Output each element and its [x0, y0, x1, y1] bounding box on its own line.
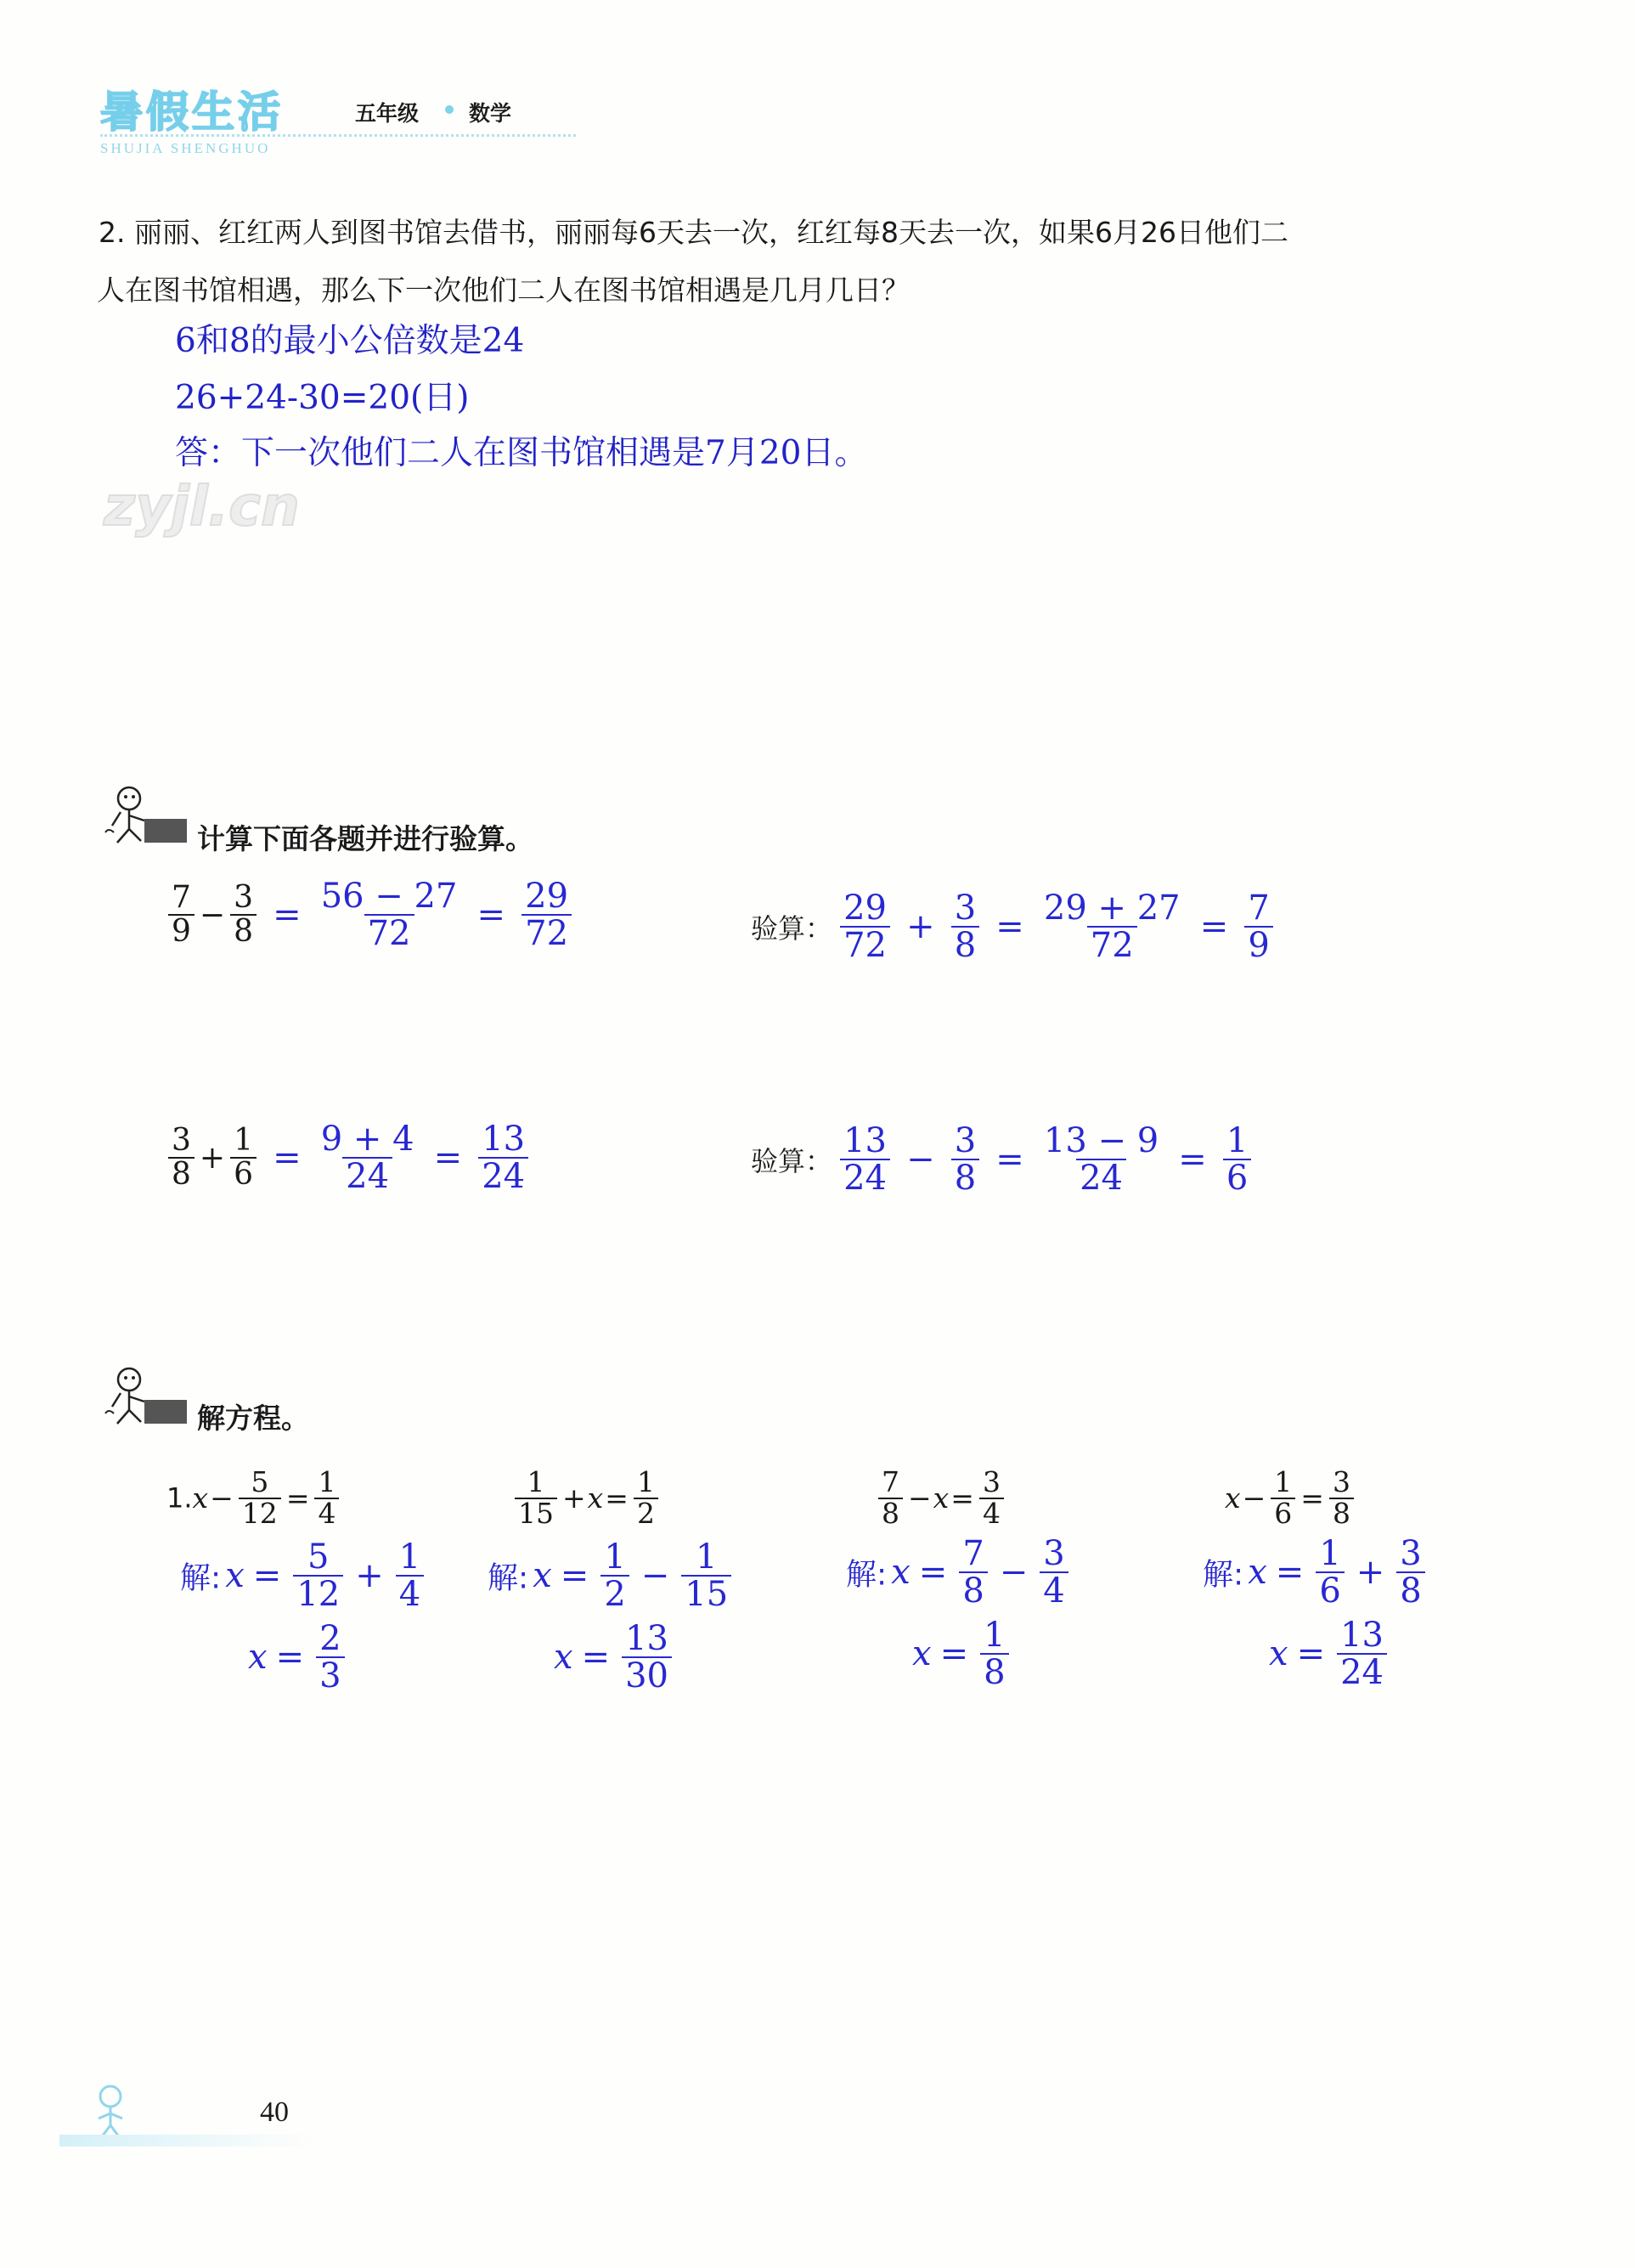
- check-2: 验算： $\frac{13}{24}$ − $\frac{3}{8}$ = $\frac{13 - 9}{24}$ = $\frac{1}{6}$: [751, 1123, 1254, 1196]
- equation-4-question: x− $\frac{1}{6}$ = $\frac{3}{8}$: [1225, 1468, 1357, 1528]
- fraction: $\frac{9 + 4}{24}$: [320, 1120, 414, 1196]
- page-number: 40: [260, 2096, 289, 2128]
- equation-2-solution: 解: x = $\frac{1}{2}$ − $\frac{1}{15}$: [488, 1539, 735, 1612]
- fraction: $\frac{7}{9}$: [1244, 890, 1272, 963]
- fraction: $\frac{29 + 27}{72}$: [1043, 889, 1181, 965]
- equation-1-question: 1.x− $\frac{5}{12}$ = $\frac{1}{4}$: [166, 1468, 342, 1528]
- problem-line-2: 人在图书馆相遇，那么下一次他们二人在图书馆相遇是几月几日？: [97, 274, 910, 307]
- watermark: zyjl.cn: [104, 476, 300, 539]
- answer-line-2: 26+24-30=20(日): [175, 379, 470, 417]
- fraction: $\frac{29}{72}$: [522, 878, 572, 951]
- fraction: $\frac{56 - 27}{72}$: [320, 877, 458, 953]
- equation-4-result: x = $\frac{13}{24}$: [1269, 1617, 1390, 1690]
- fraction: $\frac{3}{8}$: [168, 1125, 195, 1191]
- fraction: $\frac{3}{8}$: [951, 890, 979, 963]
- calc-1: $\frac{7}{9}$ − $\frac{3}{8}$ = $\frac{56 - 27}{72}$ = $\frac{29}{72}$: [165, 878, 575, 951]
- answer-line-1: 6和8的最小公倍数是24: [175, 322, 525, 360]
- problem-line-1: 2. 丽丽、红红两人到图书馆去借书，丽丽每6天去一次，红红每8天去一次，如果6月26日他们二: [99, 216, 1288, 249]
- section-equation-title: 解方程。: [197, 1402, 309, 1435]
- equation-4-solution: 解: x = $\frac{1}{6}$ + $\frac{3}{8}$: [1203, 1536, 1429, 1609]
- problem-2-text: [99, 204, 1542, 319]
- calc-2: $\frac{3}{8}$ + $\frac{1}{6}$ = $\frac{9 + 4}{24}$ = $\frac{13}{24}$: [165, 1121, 532, 1194]
- header-logo: 暑假生活: [100, 87, 284, 137]
- fraction: $\frac{3}{8}$: [951, 1123, 979, 1196]
- header-dot-icon: [445, 105, 454, 114]
- equation-2-result: x = $\frac{13}{30}$: [554, 1621, 675, 1694]
- fraction: $\frac{1}{6}$: [1223, 1123, 1251, 1196]
- equation-1-solution: 解: x = $\frac{5}{12}$ + $\frac{1}{4}$: [180, 1539, 427, 1612]
- footer-boy-icon: [82, 2081, 141, 2142]
- header-logo-pinyin: SHUJIA SHENGHUO: [100, 140, 271, 156]
- equation-3-solution: 解: x = $\frac{7}{8}$ − $\frac{3}{4}$: [846, 1536, 1072, 1609]
- fraction: $\frac{13}{24}$: [840, 1123, 890, 1196]
- header-subject: 数学: [469, 101, 512, 126]
- fraction: $\frac{3}{8}$: [230, 882, 257, 948]
- cartoon-boy-icon: [95, 783, 189, 846]
- header-divider: [100, 134, 576, 137]
- equation-3-result: x = $\frac{1}{8}$: [912, 1617, 1012, 1690]
- section-calc-title: 计算下面各题并进行验算。: [197, 822, 533, 855]
- fraction: $\frac{7}{9}$: [168, 882, 195, 948]
- fraction: $\frac{13}{24}$: [478, 1121, 528, 1194]
- fraction: $\frac{1}{6}$: [230, 1125, 257, 1191]
- answer-line-3: 答：下一次他们二人在图书馆相遇是7月20日。: [175, 434, 868, 472]
- check-1: 验算： $\frac{29}{72}$ + $\frac{3}{8}$ = $\frac{29 + 27}{72}$ = $\frac{7}{9}$: [751, 890, 1277, 963]
- equation-2-question: $\frac{1}{15}$ +x= $\frac{1}{2}$: [511, 1468, 662, 1528]
- header-grade: 五年级: [355, 101, 420, 126]
- footer-bar: [59, 2135, 314, 2147]
- equation-1-result: x = $\frac{2}{3}$: [248, 1621, 348, 1694]
- fraction: $\frac{13 - 9}{24}$: [1043, 1121, 1159, 1198]
- cartoon-boy-icon: [95, 1364, 189, 1427]
- equation-3-question: $\frac{7}{8}$ −x= $\frac{3}{4}$: [875, 1468, 1007, 1528]
- fraction: $\frac{29}{72}$: [840, 890, 890, 963]
